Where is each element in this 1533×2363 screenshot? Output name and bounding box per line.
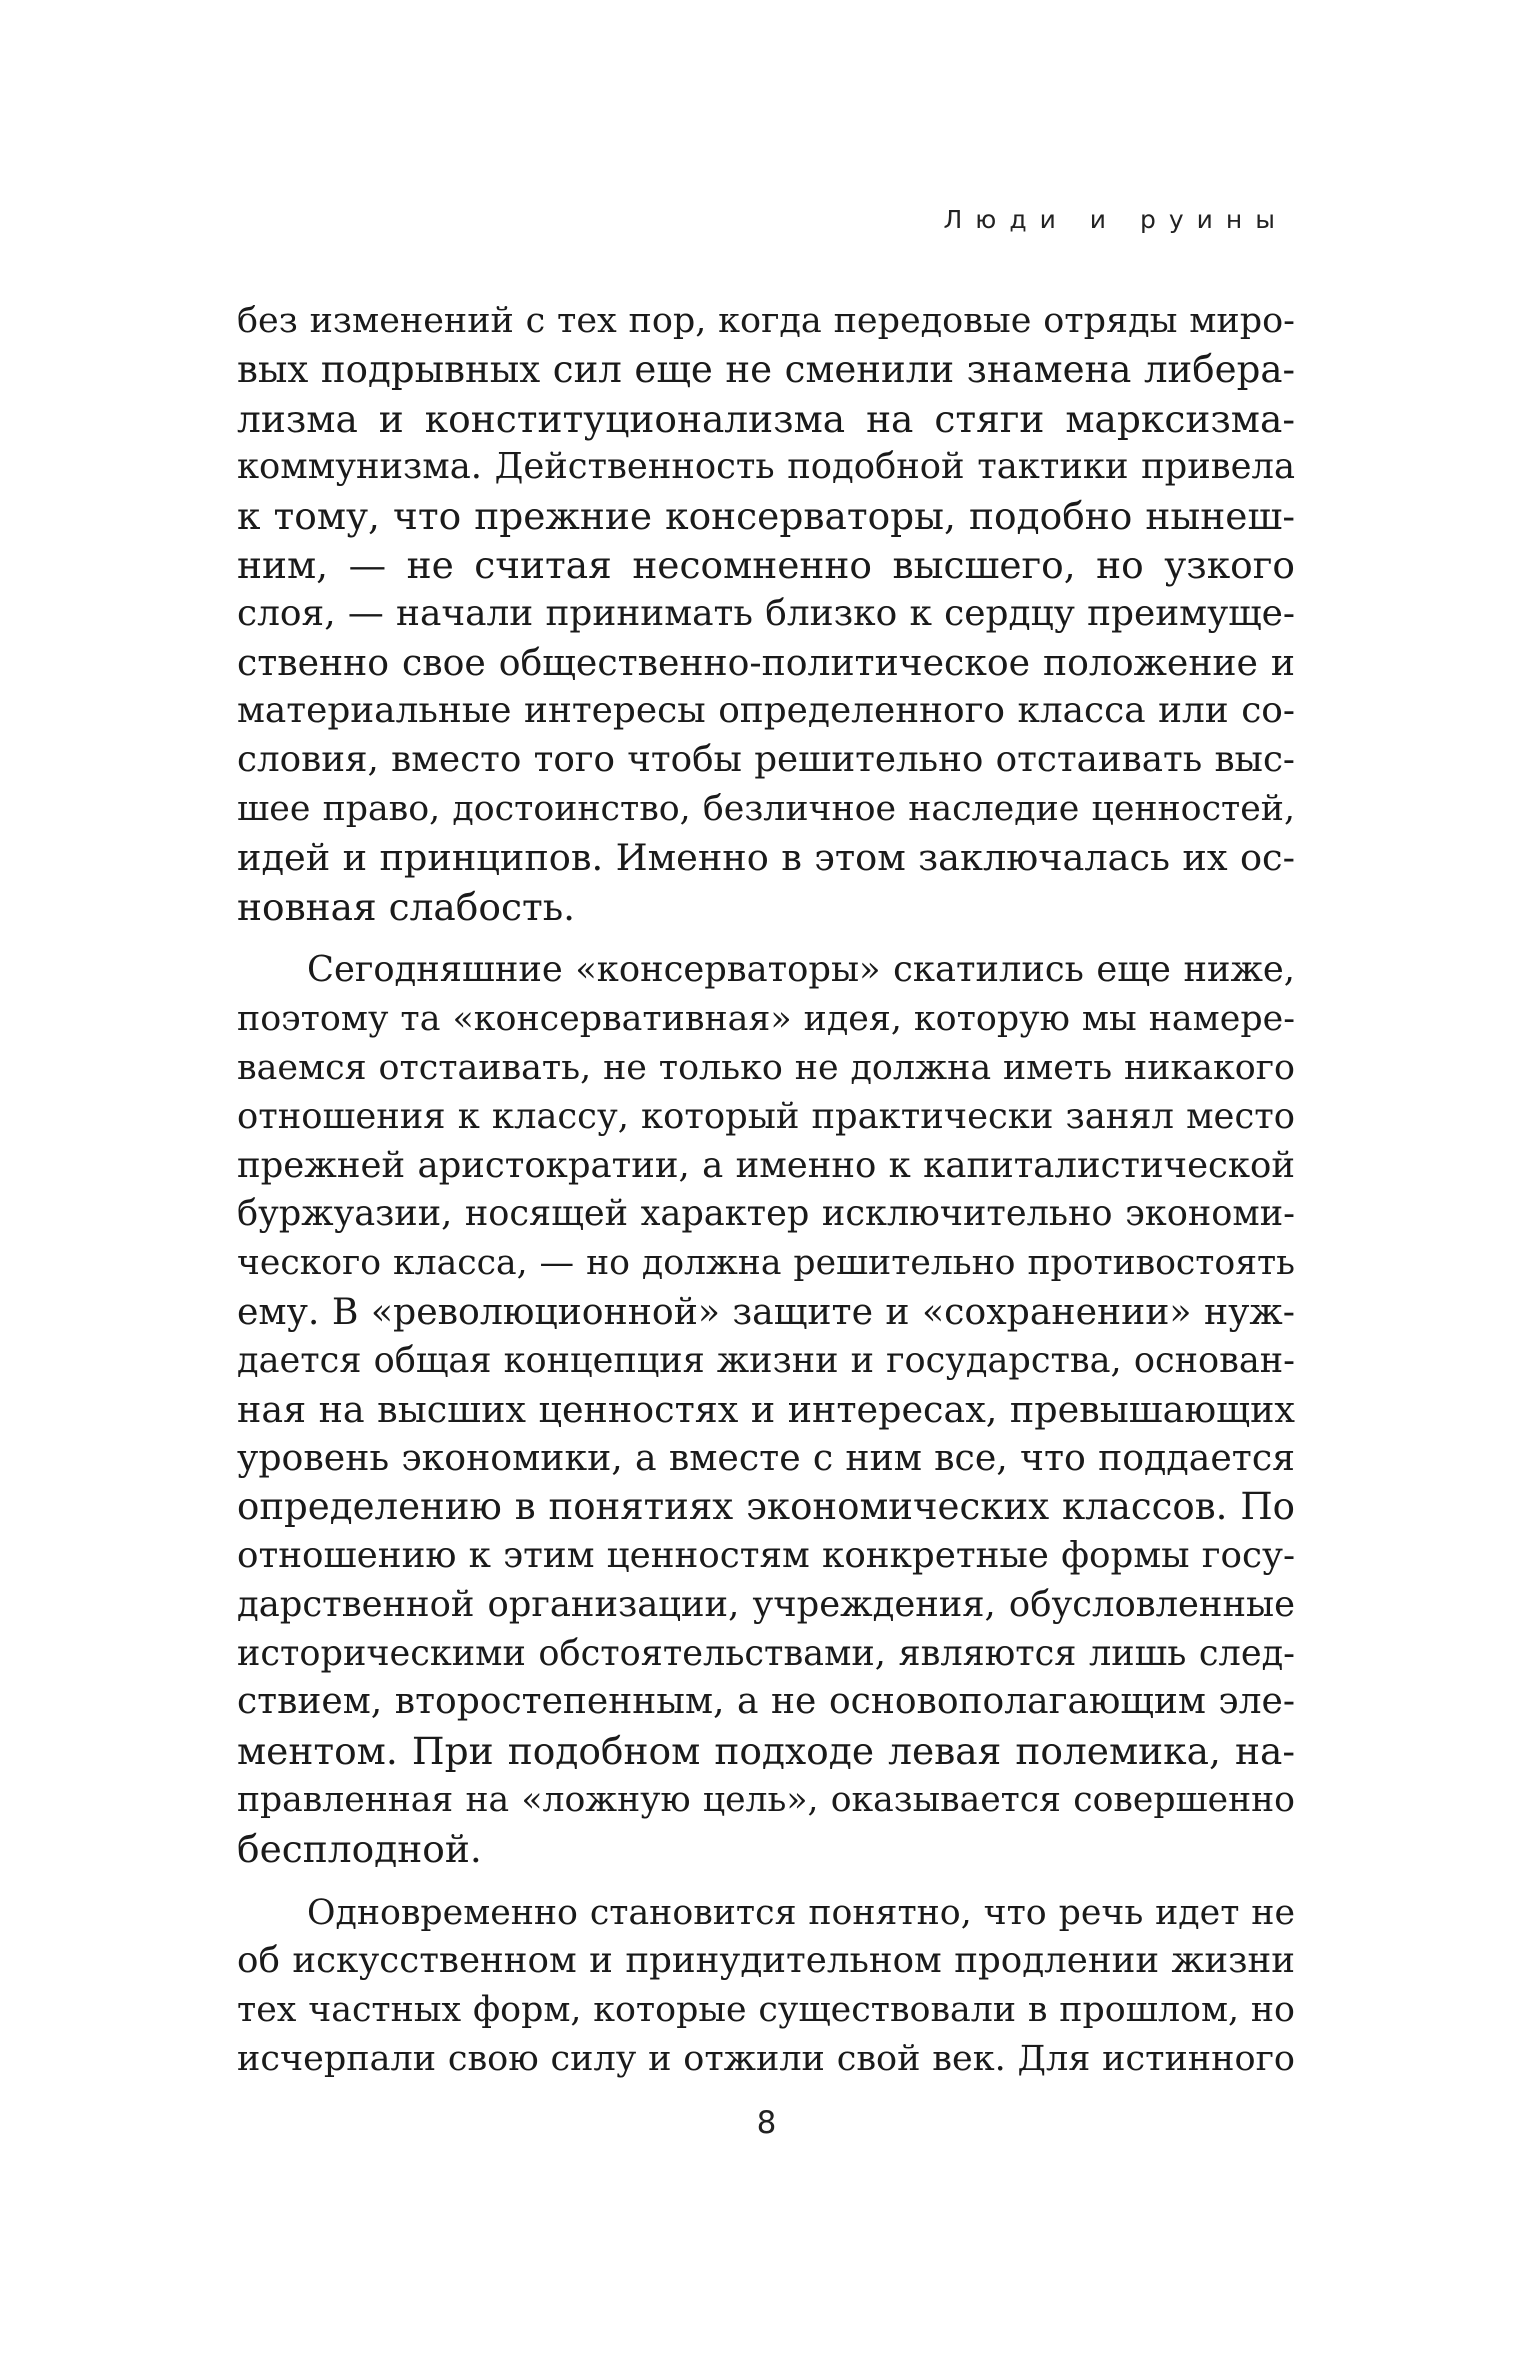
paragraph — [237, 297, 1295, 931]
paragraph — [237, 1889, 1295, 2084]
text-line: уровень экономики, а вместе с ним все, что поддается — [237, 1436, 1295, 1480]
text-line: ствием, второстепенным, а не основополагающим эле- — [237, 1681, 1295, 1723]
paragraph — [237, 946, 1295, 1873]
text-line: поэтому та «консервативная» идея, которую мы намере- — [237, 999, 1295, 1040]
text-line: исчерпали свою силу и отжили свой век. Для истинного — [237, 2037, 1295, 2079]
text-line: к тому, что прежние консерваторы, подобно нынеш- — [237, 494, 1295, 539]
text-line: дается общая концепция жизни и государства, основан- — [237, 1339, 1295, 1381]
text-line: ним, — не считая несомненно высшего, но узкого — [237, 542, 1295, 587]
text-line: вых подрывных сил еще не сменили знамена либера- — [237, 347, 1295, 391]
text-line: лизма и конституционализма на стяги марксизма- — [237, 396, 1295, 441]
text-line: шее право, достоинство, безличное наследие ценностей, — [237, 788, 1295, 829]
text-line: буржуазии, носящей характер исключительно экономи- — [237, 1193, 1295, 1235]
text-line: историческими обстоятельствами, являются лишь след- — [237, 1632, 1295, 1674]
text-line: ваемся отстаивать, не только не должна иметь никакого — [237, 1047, 1295, 1088]
paragraph-gap — [237, 931, 1295, 946]
text-line: без изменений с тех пор, когда передовые отряды миро- — [237, 301, 1295, 341]
text-line: новная слабость. — [237, 884, 576, 929]
text-line: дарственной организации, учреждения, обусловленные — [237, 1583, 1295, 1625]
body-text — [237, 297, 1295, 2084]
text-line: ему. В «революционной» защите и «сохранении» нуж- — [237, 1289, 1295, 1333]
page-number: 8 — [756, 2105, 777, 2141]
text-line: тех частных форм, которые существовали в прошлом, но — [237, 1990, 1295, 2031]
text-line: определению в понятиях экономических классов. По — [237, 1485, 1295, 1529]
text-line: отношению к этим ценностям конкретные формы госу- — [237, 1534, 1295, 1576]
text-line: бесплодной. — [237, 1826, 482, 1871]
text-line: словия, вместо того чтобы решительно отстаивать выс- — [237, 739, 1295, 781]
text-line: об искусственном и принудительном продлении жизни — [237, 1940, 1295, 1982]
text-line: слоя, — начали принимать близко к сердцу преимуще- — [237, 592, 1295, 634]
text-line: ментом. При подобном подходе левая полемика, на- — [237, 1729, 1295, 1774]
text-line: идей и принципов. Именно в этом заключалась их ос- — [237, 835, 1295, 879]
text-line: коммунизма. Действенность подобной тактики привела — [237, 446, 1295, 488]
paragraph-gap — [237, 1874, 1295, 1889]
text-line: ческого класса, — но должна решительно противостоять — [237, 1243, 1295, 1284]
text-line: правленная на «ложную цель», оказывается совершенно — [237, 1779, 1295, 1820]
text-line: ная на высших ценностях и интересах, превышающих — [237, 1387, 1295, 1431]
running-head: Люди и руины — [943, 205, 1288, 234]
text-line: Одновременно становится понятно, что речь идет не — [307, 1892, 1295, 1933]
text-line: материальные интересы определенного класса или со- — [237, 690, 1295, 732]
text-line: отношения к классу, который практически занял место — [237, 1095, 1295, 1137]
text-line: прежней аристократии, а именно к капиталистической — [237, 1144, 1295, 1186]
text-line: Сегодняшние «консерваторы» скатились еще ниже, — [307, 949, 1295, 991]
text-line: ственно свое общественно-политическое положение и — [237, 640, 1295, 684]
